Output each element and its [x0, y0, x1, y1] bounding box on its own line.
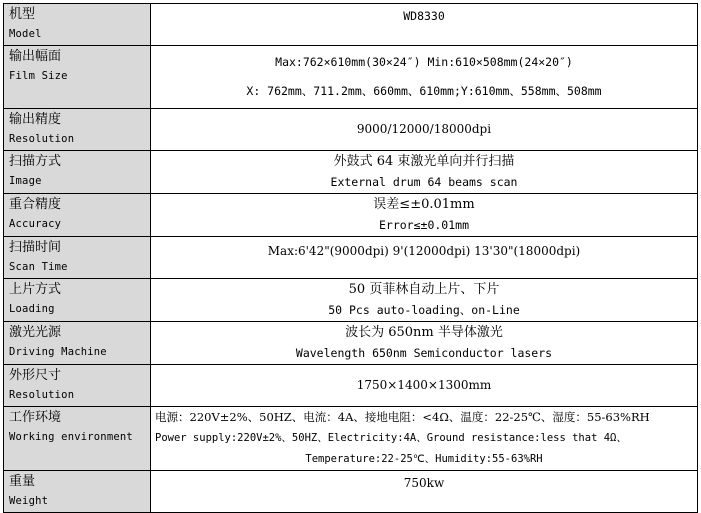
label-zh: 重量: [9, 474, 36, 489]
label-cell: [4, 237, 151, 279]
label-cell: [4, 407, 151, 471]
label-en: Weight: [9, 495, 49, 507]
label-zh: 工作环境: [9, 410, 62, 425]
model-value: WD8330: [403, 9, 445, 23]
accuracy-zh: 误差≤±0.01mm: [373, 197, 475, 212]
label-zh: 输出幅面: [9, 49, 62, 64]
scan-method-en: External drum 64 beams scan: [330, 175, 518, 189]
label-en: Driving Machine: [9, 346, 107, 358]
value-cell: [151, 407, 698, 471]
label-zh: 激光光源: [9, 325, 62, 340]
label-zh: 上片方式: [9, 282, 62, 297]
label-cell: [4, 4, 151, 46]
film-size-max-min: Max:762×610mm(30×24″) Min:610×508mm(24×20″): [275, 55, 573, 69]
spec-row-film-size: [4, 46, 698, 109]
spec-row-weight: [4, 471, 698, 513]
environment-en-1: Power supply:220V±2%、50HZ、Electricity:4A、Ground resistance:less that 4Ω、: [155, 432, 627, 444]
label-cell: [4, 109, 151, 151]
label-en: Loading: [9, 303, 55, 315]
loading-en: 50 Pcs auto-loading、on-Line: [328, 303, 520, 317]
label-en: Resolution: [9, 389, 75, 401]
value-cell: [151, 471, 698, 513]
value-cell: [151, 4, 698, 46]
scan-time-value: Max:6'42"(9000dpi) 9'(12000dpi) 13'30"(18000dpi): [267, 244, 581, 258]
dimensions-value: 1750×1400×1300mm: [356, 378, 492, 392]
weight-value: 750kw: [403, 476, 445, 490]
label-cell: [4, 194, 151, 237]
spec-table: [3, 3, 698, 513]
value-cell: [151, 109, 698, 151]
laser-en: Wavelength 650nm Semiconductor lasers: [295, 346, 553, 360]
accuracy-en: Error≤±0.01mm: [378, 218, 469, 232]
label-en: Working environment: [9, 431, 133, 443]
scan-method-zh: 外鼓式 64 束激光单向并行扫描: [333, 154, 515, 169]
spec-row-accuracy: [4, 194, 698, 237]
label-zh: 外形尺寸: [9, 368, 62, 383]
label-cell: [4, 322, 151, 365]
value-cell: [151, 322, 698, 365]
label-cell: [4, 279, 151, 322]
label-cell: [4, 151, 151, 194]
label-en: Model: [9, 28, 42, 40]
label-cell: [4, 46, 151, 109]
value-cell: [151, 151, 698, 194]
label-en: Resolution: [9, 133, 75, 145]
spec-row-dimensions: [4, 365, 698, 407]
value-cell: [151, 46, 698, 109]
value-cell: [151, 279, 698, 322]
label-en: Film Size: [9, 70, 68, 82]
film-size-xy: X: 762mm、711.2mm、660mm、610mm;Y:610mm、558mm、508mm: [246, 84, 602, 98]
environment-en-2: Temperature:22-25℃、Humidity:55-63%RH: [305, 453, 543, 465]
spec-row-driving-machine: [4, 322, 698, 365]
label-en: Accuracy: [9, 218, 62, 230]
label-zh: 扫描方式: [9, 154, 62, 169]
value-cell: [151, 237, 698, 279]
value-cell: [151, 365, 698, 407]
spec-row-loading: [4, 279, 698, 322]
label-zh: 扫描时间: [9, 240, 62, 255]
value-cell: [151, 194, 698, 237]
label-cell: [4, 471, 151, 513]
resolution-value: 9000/12000/18000dpi: [356, 122, 492, 136]
label-cell: [4, 365, 151, 407]
label-zh: 输出精度: [9, 112, 62, 127]
loading-zh: 50 页菲林自动上片、下片: [348, 282, 500, 297]
spec-row-resolution: [4, 109, 698, 151]
environment-zh: 电源：220V±2%、50HZ、电流：4A、接地电阻：<4Ω、温度：22-25℃、湿度：55-63%RH: [155, 410, 650, 424]
label-zh: 重合精度: [9, 197, 62, 212]
spec-row-image: [4, 151, 698, 194]
label-zh: 机型: [9, 7, 36, 22]
label-en: Scan Time: [9, 261, 68, 273]
spec-row-scan-time: [4, 237, 698, 279]
spec-row-model: [4, 4, 698, 46]
laser-zh: 波长为 650nm 半导体激光: [345, 325, 503, 340]
label-en: Image: [9, 175, 42, 187]
spec-row-working-environment: [4, 407, 698, 471]
